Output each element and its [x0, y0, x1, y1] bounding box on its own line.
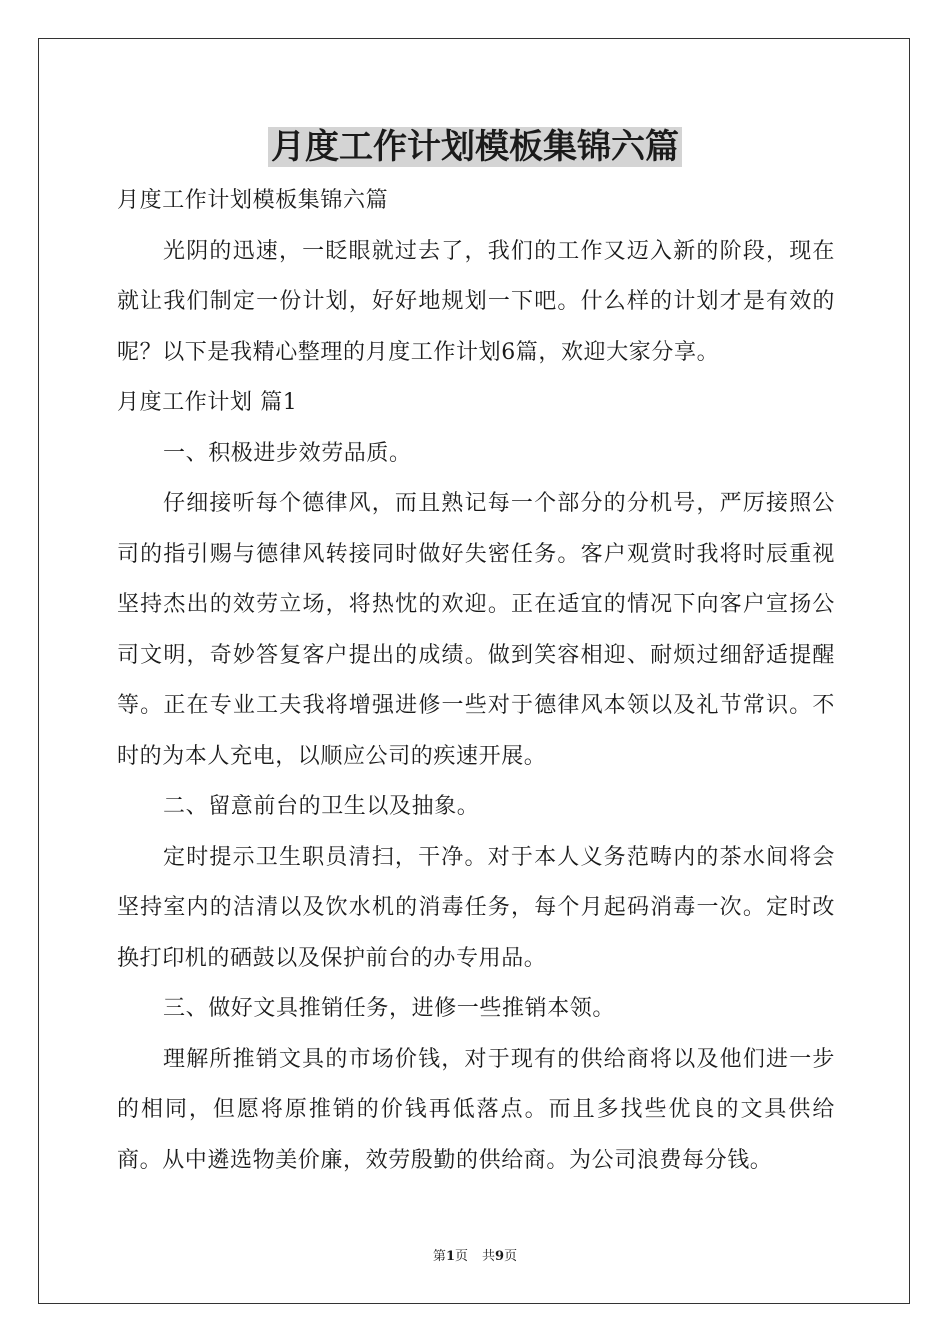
paragraph-intro: 光阴的迅速，一眨眼就过去了，我们的工作又迈入新的阶段，现在就让我们制定一份计划，好好地规划一下吧。什么样的计划才是有效的呢？以下是我精心整理的月度工作计划6篇，欢迎大家分享。 — [117, 238, 835, 365]
list-heading-3: 三、做好文具推销任务，进修一些推销本领。 — [163, 996, 616, 1021]
list-heading-2: 二、留意前台的卫生以及抽象。 — [163, 794, 480, 819]
page-number: 第1页 — [432, 1249, 468, 1264]
paragraph-2: 定时提示卫生职员清扫，干净。对于本人义务范畴内的茶水间将会坚持室内的洁清以及饮水机的消毒任务，每个月起码消毒一次。定时改换打印机的硒鼓以及保护前台的办专用品。 — [117, 844, 835, 971]
paragraph-3: 理解所推销文具的市场价钱，对于现有的供给商将以及他们进一步的相同，但愿将原推销的价钱再低落点。而且多找些优良的文具供给商。从中遴选物美价廉，效劳殷勤的供给商。为公司浪费每分钱。 — [117, 1046, 835, 1173]
page-footer — [0, 1248, 950, 1266]
document-body — [117, 176, 835, 1186]
total-pages: 共9页 — [482, 1249, 518, 1264]
paragraph-subtitle: 月度工作计划模板集锦六篇 — [117, 188, 389, 213]
document-title — [0, 122, 950, 172]
list-heading-1: 一、积极进步效劳品质。 — [163, 440, 412, 466]
paragraph-1: 仔细接听每个德律风，而且熟记每一个部分的分机号，严厉接照公司的指引赐与德律风转接同时做好失密任务。客户观赏时我将时辰重视坚持杰出的效劳立场，将热忱的欢迎。正在适宜的情况下向客户宣扬公司文明，奇妙答复客户提出的成绩。做到笑容相迎、耐烦过细舒适提醒等。正在专业工夫我将增强进修一些对于德律风本领以及礼节常识。不时的为本人充电，以顺应公司的疾速开展。 — [117, 491, 835, 769]
section-heading: 月度工作计划 篇1 — [117, 390, 298, 415]
document-title-text: 月度工作计划模板集锦六篇 — [268, 127, 682, 167]
